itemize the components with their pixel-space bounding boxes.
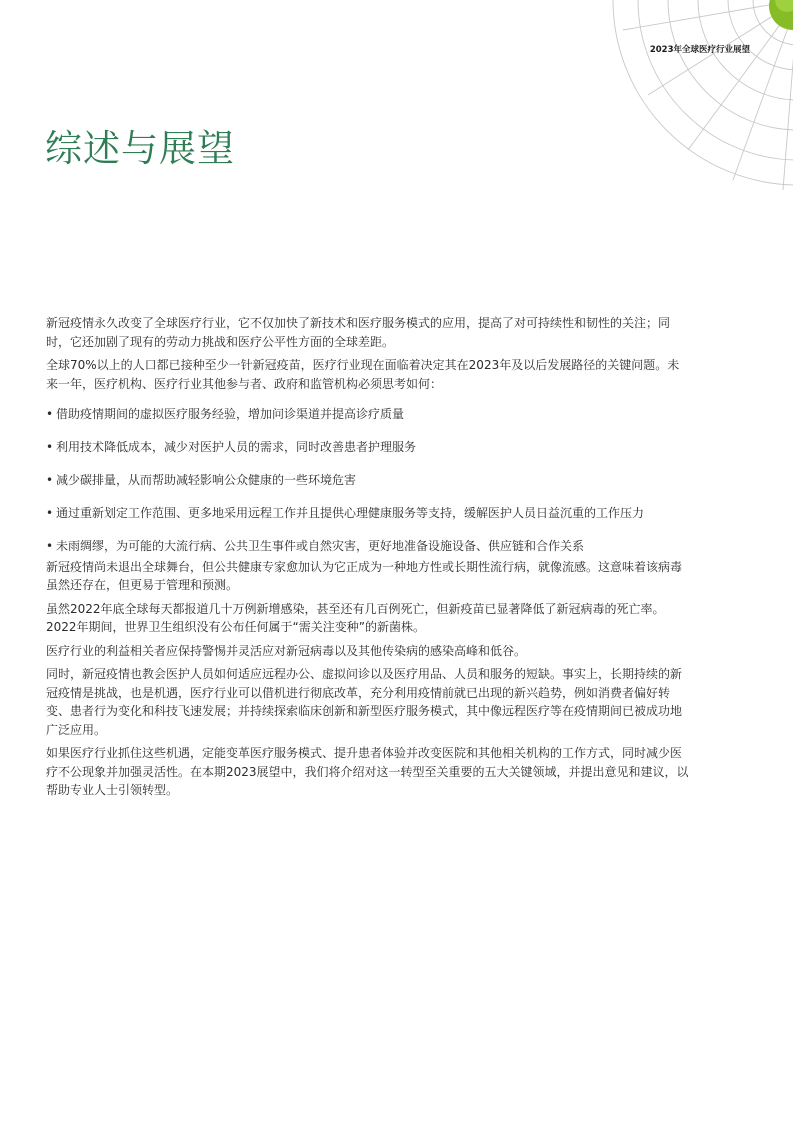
list-item-text: 未雨绸缪，为可能的大流行病、公共卫生事件或自然灾害，更好地准备设施设备、供应链和合作关系 — [56, 539, 585, 553]
intro-paragraph: 全球70%以上的人口都已接种至少一针新冠疫苗，医疗行业现在面临着决定其在2023年及以后发展路径的关键问题。未来一年，医疗机构、医疗行业其他参与者、政府和监管机构必须思考如何： — [46, 358, 680, 391]
list-item-text: 利用技术降低成本，减少对医护人员的需求，同时改善患者护理服务 — [56, 440, 417, 454]
bullet-icon: • — [46, 407, 54, 421]
decorative-circles-graphic — [593, 0, 793, 190]
body-paragraph: 虽然2022年底全球每天都报道几十万例新增感染，甚至还有几百例死亡，但新疫苗已显著降低了新冠病毒的死亡率。2022年期间，世界卫生组织没有公布任何属于“需关注变种”的新菌株。 — [46, 601, 665, 634]
body-paragraph: 新冠疫情尚未退出全球舞台，但公共健康专家愈加认为它正成为一种地方性或长期性流行病，就像流感。这意味着该病毒虽然还存在，但更易于管理和预测。 — [46, 559, 683, 592]
body-paragraph: 医疗行业的利益相关者应保持警惕并灵活应对新冠病毒以及其他传染病的感染高峰和低谷。 — [46, 643, 527, 658]
article-body — [46, 314, 691, 805]
list-item-text: 通过重新划定工作范围、更多地采用远程工作并且提供心理健康服务等支持，缓解医护人员日益沉重的工作压力 — [56, 506, 645, 520]
list-item — [46, 471, 691, 490]
list-item — [46, 537, 691, 556]
list-item — [46, 438, 691, 457]
bullet-icon: • — [46, 539, 54, 553]
key-questions-list — [46, 405, 691, 556]
body-paragraph: 同时，新冠疫情也教会医护人员如何适应远程办公、虚拟问诊以及医疗用品、人员和服务的短缺。事实上，长期持续的新冠疫情是挑战，也是机遇，医疗行业可以借机进行彻底改革，充分利用疫情前就已出现的新兴趋势，例如消费者偏好转变、患者行为变化和科技飞速发展；并持续探索临床创新和新型医疗服务模式，其中像远程医疗等在疫情期间已被成功地广泛应用。 — [46, 667, 683, 737]
list-item-text: 减少碳排量，从而帮助减轻影响公众健康的一些环境危害 — [56, 473, 357, 487]
bullet-icon: • — [46, 473, 54, 487]
bullet-icon: • — [46, 440, 54, 454]
list-item — [46, 405, 691, 424]
bullet-icon: • — [46, 506, 54, 520]
list-item — [46, 504, 691, 523]
list-item-text: 借助疫情期间的虚拟医疗服务经验，增加问诊渠道并提高诊疗质量 — [56, 407, 405, 421]
page-title: 综述与展望 — [45, 127, 235, 170]
intro-paragraph: 新冠疫情永久改变了全球医疗行业，它不仅加快了新技术和医疗服务模式的应用，提高了对可持续性和韧性的关注；同时，它还加剧了现有的劳动力挑战和医疗公平性方面的全球差距。 — [46, 316, 671, 349]
body-paragraph: 如果医疗行业抓住这些机遇，定能变革医疗服务模式、提升患者体验并改变医院和其他相关机构的工作方式，同时减少医疗不公现象并加强灵活性。在本期2023展望中，我们将介绍对这一转型至关重要的五大关键领域，并提出意见和建议，以帮助专业人士引领转型。 — [46, 746, 689, 797]
document-header-label: 2023年全球医疗行业展望 — [649, 45, 750, 55]
